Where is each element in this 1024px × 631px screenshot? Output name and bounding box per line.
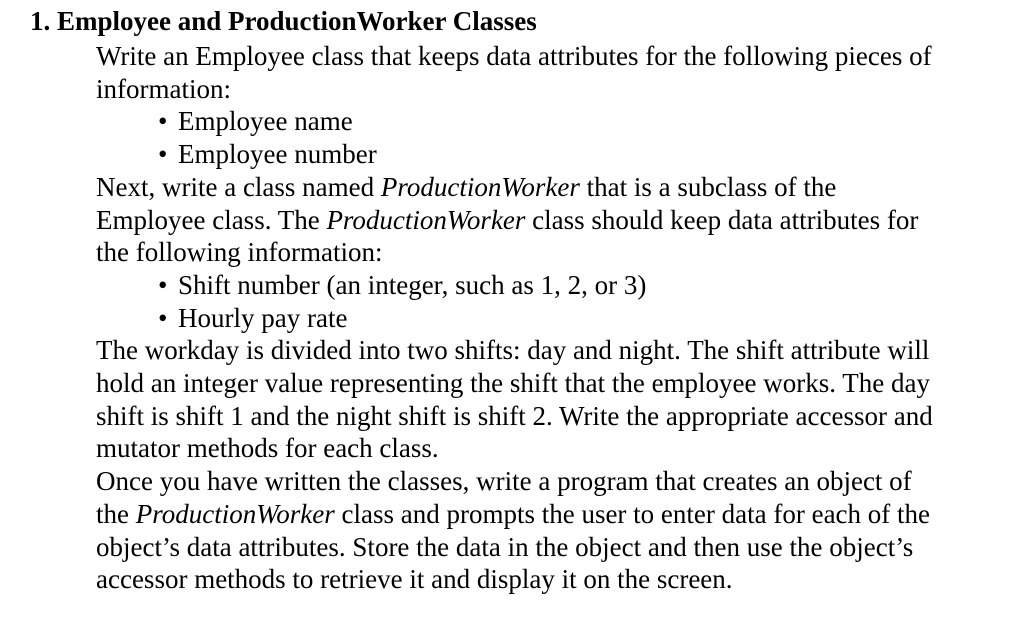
shifts-line-1: The workday is divided into two shifts: day and night. The shift attribute will — [96, 335, 930, 366]
bullet-icon: • — [158, 139, 168, 170]
subclass-line-1 — [96, 171, 994, 204]
bullet-text: Employee number — [178, 139, 377, 170]
intro-line-1: Write an Employee class that keeps data attributes for the following pieces of — [96, 41, 932, 71]
text-run: class should keep data attributes for — [525, 204, 919, 235]
text-run: the — [96, 498, 136, 529]
intro-line-2: information: — [96, 73, 231, 104]
bullet-icon: • — [158, 106, 168, 137]
exercise-body — [96, 40, 994, 596]
class-name-italic: ProductionWorker — [380, 171, 580, 202]
shifts-line-3: shift is shift 1 and the night shift is shift 2. Write the appropriate accessor and — [96, 400, 933, 431]
worker-bullet-item — [96, 269, 994, 302]
employee-bullet-item — [96, 105, 994, 138]
text-run: Employee class. The — [96, 204, 327, 235]
class-name-italic: ProductionWorker — [135, 498, 335, 529]
program-line-3: object’s data attributes. Store the data in the object and then use the object’s — [96, 531, 914, 562]
text-run: that is a subclass of the — [579, 171, 837, 202]
subclass-line-2 — [96, 204, 994, 237]
program-line-4: accessor methods to retrieve it and display it on the screen. — [96, 564, 733, 595]
worker-bullet-item — [96, 302, 994, 335]
program-line-2 — [96, 498, 994, 531]
bullet-text: Employee name — [178, 106, 353, 137]
bullet-icon: • — [158, 302, 168, 333]
subclass-line-3: the following information: — [96, 237, 383, 268]
shifts-line-4: mutator methods for each class. — [96, 433, 439, 464]
employee-bullet-item — [96, 138, 994, 171]
bullet-text: Hourly pay rate — [178, 302, 348, 333]
class-name-italic: ProductionWorker — [326, 204, 526, 235]
program-line-1: Once you have written the classes, write a program that creates an object of — [96, 466, 912, 497]
exercise-heading: 1. Employee and ProductionWorker Classes — [30, 6, 537, 36]
bullet-text: Shift number (an integer, such as 1, 2, or 3) — [178, 269, 647, 300]
bullet-icon: • — [158, 269, 168, 300]
shifts-line-2: hold an integer value representing the shift that the employee works. The day — [96, 368, 930, 399]
text-run: Next, write a class named — [96, 171, 381, 202]
text-run: class and prompts the user to enter data for each of the — [334, 498, 931, 529]
